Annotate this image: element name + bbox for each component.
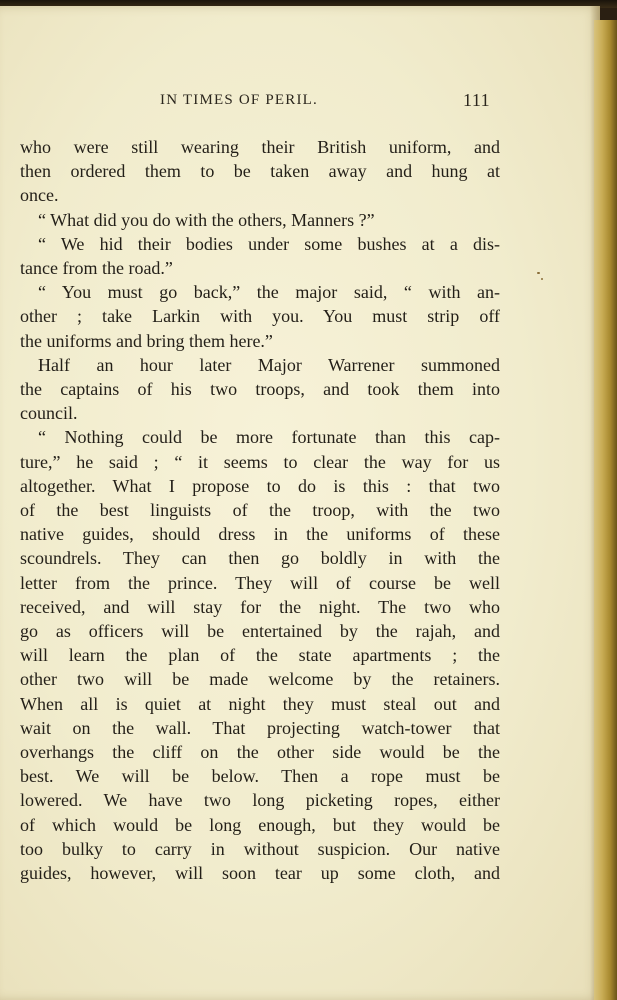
body-text — [20, 135, 500, 885]
text-line: “ We hid their bodies under some bushes at a dis- — [38, 233, 500, 254]
text-line: ture,” he said ; “ it seems to clear the way for us — [20, 451, 500, 472]
text-line: wait on the wall. That projecting watch-tower that — [20, 717, 500, 738]
text-line: of which would be long enough, but they would be — [20, 814, 500, 835]
text-line: go as officers will be entertained by the rajah, and — [20, 621, 500, 642]
text-line: guides, however, will soon tear up some cloth, and — [20, 863, 500, 884]
text-line: When all is quiet at night they must steal out and — [20, 693, 500, 714]
text-line: will learn the plan of the state apartments ; the — [20, 645, 500, 666]
text-line: who were still wearing their British uniform, and — [20, 137, 500, 157]
paper-fleck — [537, 272, 540, 274]
text-line: altogether. What I propose to do is this : that two — [20, 475, 500, 496]
running-head — [0, 92, 600, 116]
text-line: other ; take Larkin with you. You must strip off — [20, 306, 500, 327]
text-line: other two will be made welcome by the retainers. — [20, 669, 500, 690]
book-spine-edge — [594, 20, 617, 1000]
text-line: “ What did you do with the others, Manners ?” — [38, 209, 375, 230]
text-line: Half an hour later Major Warrener summoned — [38, 354, 500, 375]
text-line: lowered. We have two long picketing ropes, either — [20, 790, 500, 811]
text-line: best. We will be below. Then a rope must be — [20, 766, 500, 787]
text-line: the uniforms and bring them here.” — [20, 330, 273, 351]
text-line: tance from the road.” — [20, 258, 173, 279]
text-line: received, and will stay for the night. The two who — [20, 596, 500, 617]
page-number: 111 — [463, 90, 491, 110]
text-line: scoundrels. They can then go boldly in with the — [20, 548, 500, 569]
text-line: “ You must go back,” the major said, “ with an- — [38, 282, 500, 303]
text-line: letter from the prince. They will of course be well — [20, 572, 500, 593]
text-line: the captains of his two troops, and took them into — [20, 379, 500, 400]
text-line: then ordered them to be taken away and hung at — [20, 161, 500, 182]
running-head-title: IN TIMES OF PERIL. — [160, 92, 318, 108]
text-line: “ Nothing could be more fortunate than this cap- — [38, 427, 500, 448]
text-line: of the best linguists of the troop, with the two — [20, 500, 500, 521]
text-line: native guides, should dress in the uniforms of these — [20, 524, 500, 545]
text-line: overhangs the cliff on the other side would be the — [20, 742, 500, 763]
text-line: too bulky to carry in without suspicion. Our native — [20, 838, 500, 859]
paper-fleck — [541, 278, 543, 280]
text-line: once. — [20, 185, 59, 206]
text-line: council. — [20, 403, 78, 424]
